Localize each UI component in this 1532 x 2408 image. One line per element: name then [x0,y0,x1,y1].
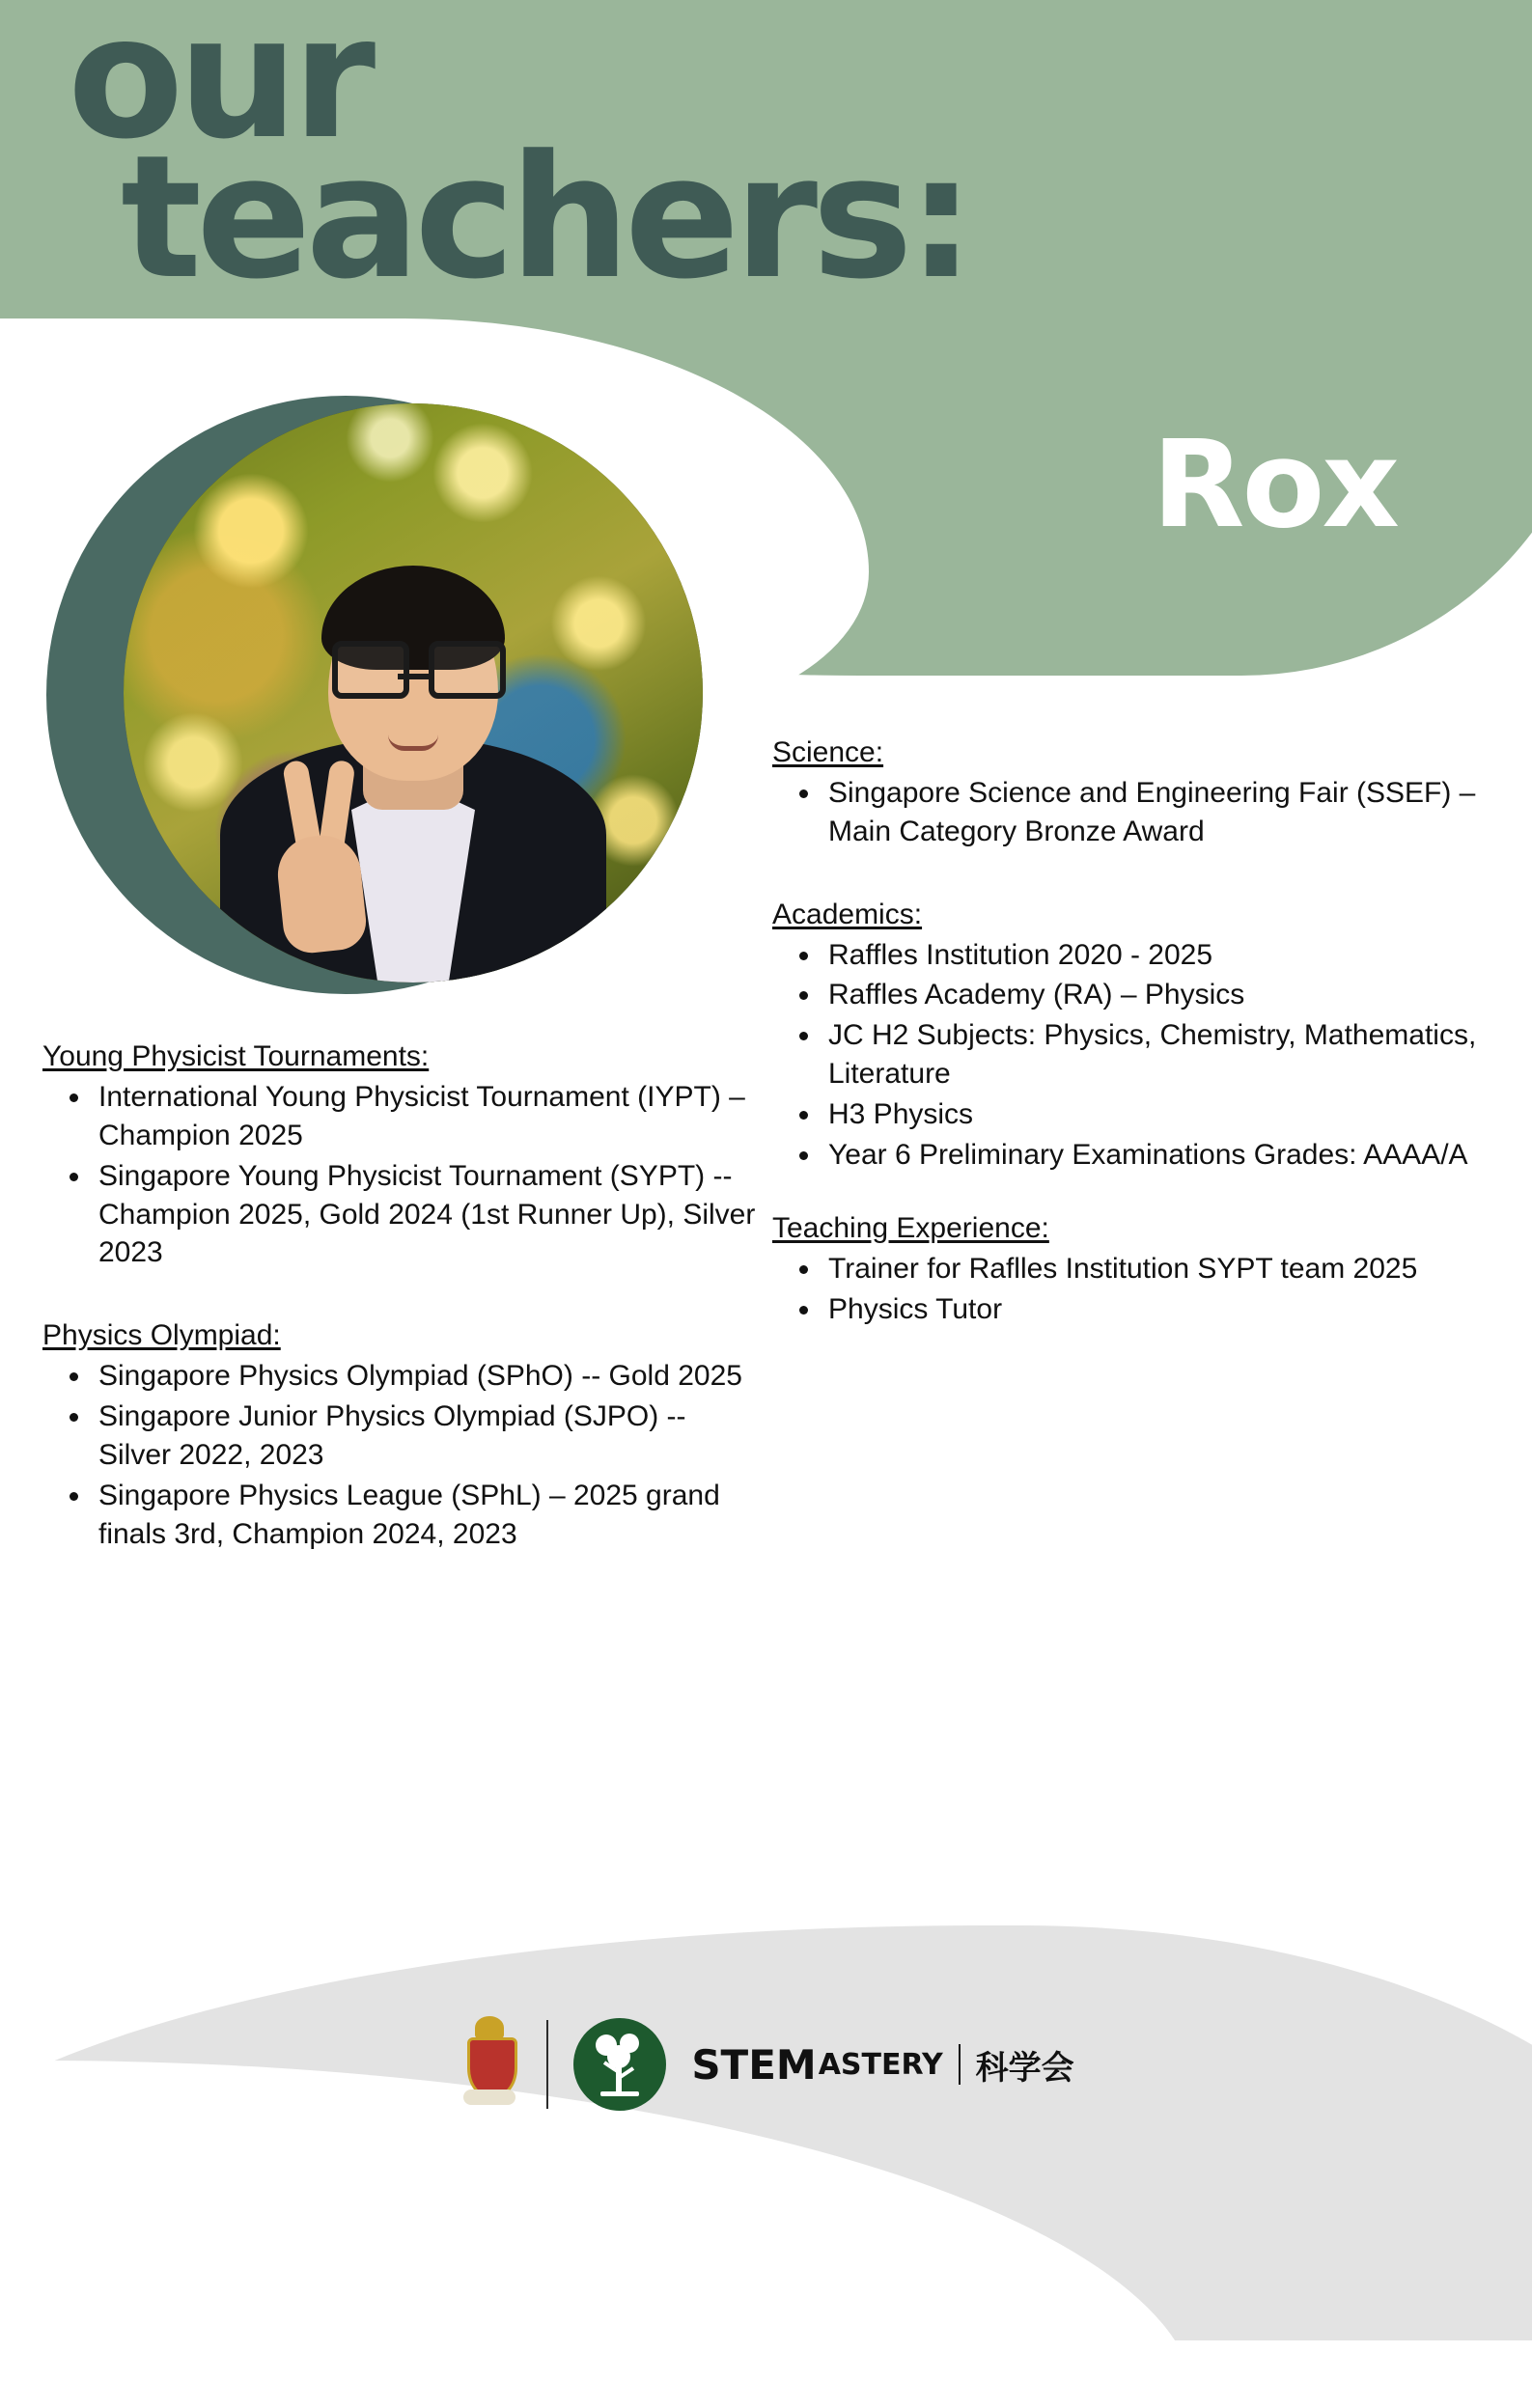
list-item: • Trainer for Raflles Institution SYPT team 2025 [822,1250,1477,1288]
teacher-portrait [124,403,703,983]
crest-shield-shape [467,2037,517,2097]
achievements-right-column [772,733,1477,1331]
section-physics-olympiad [42,1316,757,1553]
list-item: • Singapore Junior Physics Olympiad (SJPO) -- Silver 2022, 2023 [93,1398,757,1475]
section-item-list [772,774,1477,851]
section-academics [772,896,1477,1175]
list-item: • Year 6 Preliminary Examinations Grades: AAAA/A [822,1136,1477,1175]
section-teaching-experience [772,1209,1477,1329]
list-item: • Singapore Physics Olympiad (SPhO) -- Gold 2025 [93,1357,757,1396]
crest-top-shape [475,2016,504,2039]
footer-logos [0,2007,1532,2122]
list-item: • JC H2 Subjects: Physics, Chemistry, Mathematics, Literature [822,1016,1477,1093]
list-item: • International Young Physicist Tournament (IYPT) – Champion 2025 [93,1078,757,1155]
portrait-person [210,602,616,983]
section-item-list [772,1250,1477,1329]
crest-motto-band [463,2090,515,2105]
section-heading: Academics: [772,898,923,930]
section-heading: Young Physicist Tournaments: [42,1040,430,1072]
brand-wordmark [691,2041,1073,2089]
teacher-name: Rox [1152,415,1397,555]
section-item-list [772,936,1477,1175]
section-young-physicist-tournaments [42,1038,757,1272]
section-heading: Science: [772,736,884,768]
footer-divider [546,2020,548,2109]
section-item-list [42,1078,757,1272]
section-heading: Physics Olympiad: [42,1319,281,1352]
achievements-left-column [42,1038,757,1556]
spacer [42,1274,757,1316]
spacer [772,1176,1477,1209]
list-item: • Singapore Physics League (SPhL) – 2025 grand finals 3rd, Champion 2024, 2023 [93,1477,757,1554]
portrait-glasses-right [429,641,506,699]
list-item: • H3 Physics [822,1095,1477,1134]
section-item-list [42,1357,757,1553]
list-item: • Raffles Institution 2020 - 2025 [822,936,1477,975]
page-title [68,0,970,317]
portrait-glasses-left [332,641,409,699]
section-science [772,733,1477,851]
spacer [772,853,1477,896]
brand-stem-text: STEM [691,2040,817,2089]
brand-chinese-text: 科学会 [975,2048,1074,2088]
school-crest-icon [458,2014,521,2115]
page-title-line-2: teachers: [121,118,970,317]
brand-separator [959,2044,961,2085]
list-item: • Raffles Academy (RA) – Physics [822,976,1477,1014]
tree-logo-icon [573,2018,666,2111]
list-item: • Physics Tutor [822,1290,1477,1329]
list-item: • Singapore Science and Engineering Fair (SSEF) – Main Category Bronze Award [822,774,1477,851]
brand-astery-text: ASTERY [818,2047,943,2082]
section-heading: Teaching Experience: [772,1211,1049,1244]
portrait-glasses-bridge [398,674,429,679]
page-title-line-1: our [68,0,371,177]
list-item: • Singapore Young Physicist Tournament (SYPT) -- Champion 2025, Gold 2024 (1st Runner Up), Silver 2023 [93,1157,757,1273]
